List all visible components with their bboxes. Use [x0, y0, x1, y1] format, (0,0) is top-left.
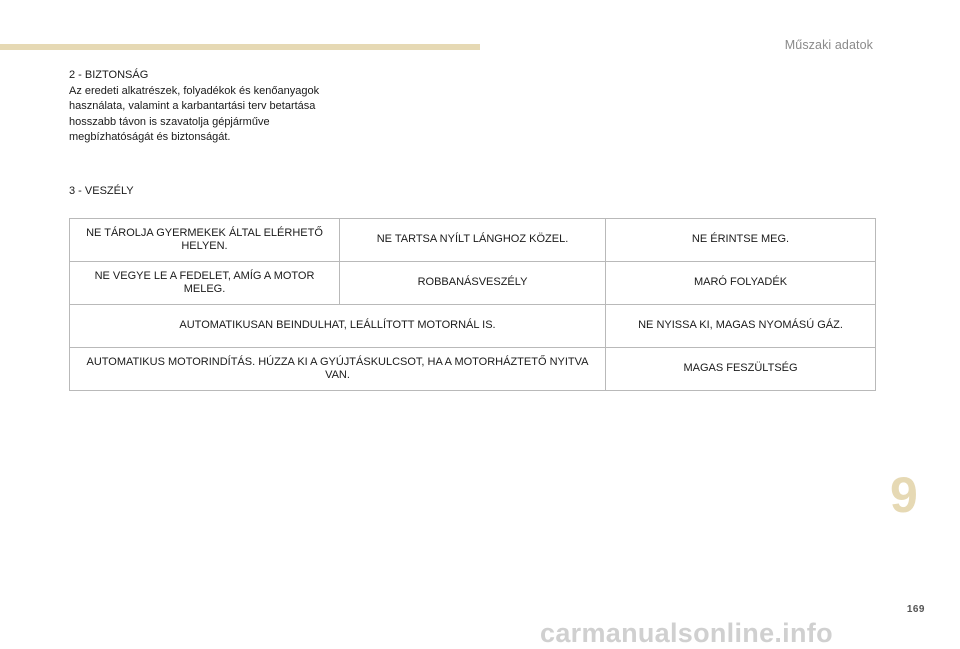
table-row — [70, 219, 876, 262]
table-cell: ROBBANÁSVESZÉLY — [340, 262, 606, 305]
table-row — [70, 262, 876, 305]
chapter-title: Műszaki adatok — [784, 38, 873, 52]
watermark: carmanualsonline.info — [540, 618, 833, 648]
table-cell: AUTOMATIKUS MOTORINDÍTÁS. HÚZZA KI A GYÚJTÁSKULCSOT, HA A MOTORHÁZTETŐ NYITVA VAN. — [70, 348, 606, 391]
table-cell: NE TÁROLJA GYERMEKEK ÁLTAL ELÉRHETŐ HELYEN. — [70, 219, 340, 262]
page-number: 169 — [906, 604, 925, 615]
section-heading: 2 - BIZTONSÁG — [69, 69, 149, 81]
section-heading: 3 - VESZÉLY — [69, 185, 134, 197]
chapter-number: 9 — [890, 467, 918, 523]
section-body-line: hosszabb távon is szavatolja gépjárműve — [69, 115, 270, 128]
table-cell: MAGAS FESZÜLTSÉG — [606, 348, 876, 391]
table-row — [70, 348, 876, 391]
section-body-line: Az eredeti alkatrészek, folyadékok és kenőanyagok — [69, 84, 320, 97]
section-body-line: használata, valamint a karbantartási terv betartása — [69, 100, 316, 112]
table-row — [70, 305, 876, 348]
section-danger — [69, 184, 339, 200]
header-accent-bar — [0, 44, 480, 50]
table-cell: NE VEGYE LE A FEDELET, AMÍG A MOTOR MELEG. — [70, 262, 340, 305]
hazard-table — [69, 218, 876, 391]
section-safety — [69, 68, 339, 146]
table-cell: NE TARTSA NYÍLT LÁNGHOZ KÖZEL. — [340, 219, 606, 262]
table-cell: MARÓ FOLYADÉK — [606, 262, 876, 305]
table-cell: NE NYISSA KI, MAGAS NYOMÁSÚ GÁZ. — [606, 305, 876, 348]
section-body-line: megbízhatóságát és biztonságát. — [69, 131, 231, 143]
table-cell: AUTOMATIKUSAN BEINDULHAT, LEÁLLÍTOTT MOTORNÁL IS. — [70, 305, 606, 348]
table-cell: NE ÉRINTSE MEG. — [606, 219, 876, 262]
